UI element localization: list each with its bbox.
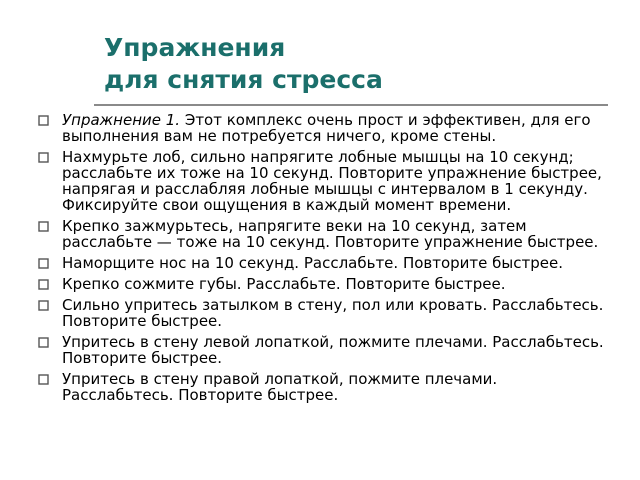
bullet-item-2 [38,149,606,213]
bullet-text: Крепко сожмите губы. Расслабьте. Повторите быстрее. [62,275,506,293]
bullet-text: Нахмурьте лоб, сильно напрягите лобные мышцы на 10 секунд; расслабьте их тоже на 10 секунд. Повторите упражнение быстрее, напрягая и расслабляя лобные мышцы с интервалом в 1 секунду. Фиксируйте свои ощущения в каждый момент времени. [62,148,602,214]
slide-title-line-2: для снятия стресса [104,65,383,94]
hollow-square-bullet-icon [38,221,49,232]
bullet-text: Сильно упритесь затылком в стену, пол или кровать. Расслабьтесь. Повторите быстрее. [62,296,604,330]
bullet-item-4 [38,255,606,271]
bullet-item-5 [38,276,606,292]
exercise-lead: Упражнение 1. [62,111,181,129]
hollow-square-bullet-icon [38,337,49,348]
hollow-square-bullet-icon [38,279,49,290]
hollow-square-bullet-icon [38,374,49,385]
hollow-square-bullet-icon [38,152,49,163]
title-divider [94,104,608,106]
hollow-square-bullet-icon [38,300,49,311]
hollow-square-bullet-icon [38,115,49,126]
slide-title-line-1: Упражнения [104,33,286,62]
bullet-text: Крепко зажмурьтесь, напрягите веки на 10 секунд, затем расслабьте — тоже на 10 секунд. Повторите упражнение быстрее. [62,217,599,251]
bullet-text: Наморщите нос на 10 секунд. Расслабьте. Повторите быстрее. [62,254,563,272]
bullet-item-8 [38,371,606,403]
bullet-list [38,112,606,408]
bullet-item-7 [38,334,606,366]
bullet-item-6 [38,297,606,329]
bullet-text: Упритесь в стену правой лопаткой, пожмите плечами. Расслабьтесь. Повторите быстрее. [62,370,498,404]
hollow-square-bullet-icon [38,258,49,269]
slide-title [104,32,383,96]
bullet-item-1 [38,112,606,144]
bullet-text: Упритесь в стену левой лопаткой, пожмите плечами. Расслабьтесь. Повторите быстрее. [62,333,604,367]
bullet-text: Этот комплекс очень прост и эффективен, для его выполнения вам не потребуется ничего, кроме стены. [62,111,591,145]
bullet-item-3 [38,218,606,250]
